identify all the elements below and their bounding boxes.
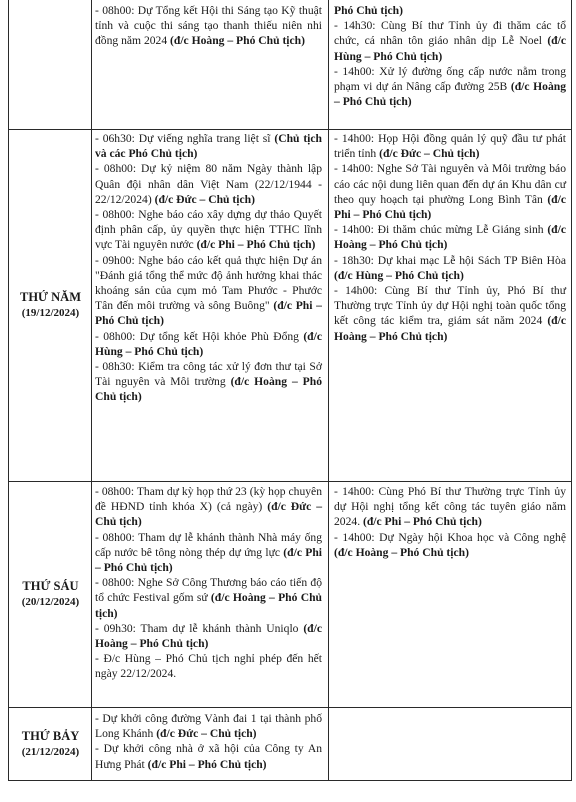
schedule-item: - 08h00: Tham dự kỳ họp thứ 23 (kỳ họp chuyên đề HĐND tỉnh khóa X) (cả ngày) (đ/c Đức – Chủ tịch) — [95, 485, 323, 529]
schedule-item: - 14h00: Họp Hội đồng quản lý quỹ đầu tư phát triển tỉnh (đ/c Đức – Chủ tịch) — [334, 132, 566, 161]
schedule-item: Phó Chủ tịch) — [334, 4, 403, 17]
row-1-morning — [95, 131, 322, 405]
schedule-item: - 08h00: Dự tổng kết Hội khỏe Phù Đổng (đ/c Hùng – Phó Chủ tịch) — [95, 329, 322, 358]
schedule-item: - 08h30: Kiểm tra công tác xử lý đơn thư tại Sở Tài nguyên và Môi trường (đ/c Hoàng – Phó Chủ tịch) — [95, 360, 322, 404]
day-name: THỨ NĂM — [20, 290, 81, 304]
table-border-bottom — [8, 780, 572, 781]
day-date: (21/12/2024) — [21, 746, 80, 758]
schedule-item: - 09h00: Nghe báo cáo kết quả thực hiện Dự án "Đánh giá tổng thể mức độ ảnh hưởng khai thác khoáng sản của cụm mỏ Tam Phước - Phước Tân đến môi trường và sông Buông" (đ/c Phi – Phó Chủ tịch) — [95, 253, 322, 328]
schedule-item: - 18h30: Dự khai mạc Lễ hội Sách TP Biên Hòa (đ/c Hùng – Phó Chủ tịch) — [334, 253, 566, 282]
table-divider-1 — [91, 0, 92, 781]
day-date: (20/12/2024) — [21, 596, 80, 608]
row-divider — [8, 129, 572, 130]
schedule-item: - 08h00: Nghe Sở Công Thương báo cáo tiến độ tổ chức Festival gốm sứ (đ/c Hoàng – Phó Chủ tịch) — [95, 576, 322, 620]
schedule-item: - 14h30: Cùng Bí thư Tỉnh ủy đi thăm các tổ chức, cá nhân tôn giáo nhân dịp Lễ Noel (đ/c Hùng – Phó Chủ tịch) — [334, 19, 566, 63]
schedule-item: - 09h30: Tham dự lễ khánh thành Uniqlo (đ/c Hoàng – Phó Chủ tịch) — [95, 621, 322, 651]
row-1-afternoon — [334, 131, 566, 344]
schedule-item: - Đ/c Hùng – Phó Chủ tịch nghỉ phép đến hết ngày 22/12/2024. — [95, 652, 322, 681]
schedule-item: - 14h00: Đi thăm chúc mừng Lễ Giáng sinh (đ/c Hoàng – Phó Chủ tịch) — [334, 223, 566, 252]
schedule-item: - 14h00: Nghe Sở Tài nguyên và Môi trường báo cáo các nội dung liên quan đến dự án Khu dân cư theo quy hoạch tại phường Long Bình Tân (đ/c Phi – Phó Chủ tịch) — [334, 162, 566, 222]
schedule-item: - Dự khởi công nhà ở xã hội của Công ty An Hưng Phát (đ/c Phi – Phó Chủ tịch) — [95, 742, 322, 771]
row-divider — [8, 481, 572, 482]
schedule-item: - Dự khởi công đường Vành đai 1 tại thành phố Long Khánh (đ/c Đức – Chủ tịch) — [95, 712, 322, 741]
day-date: (19/12/2024) — [21, 307, 80, 319]
row-0-morning — [95, 3, 322, 49]
table-border-left — [8, 0, 9, 781]
day-label-thursday — [13, 130, 88, 480]
schedule-item: - 14h00: Dự Ngày hội Khoa học và Công nghệ (đ/c Hoàng – Phó Chủ tịch) — [334, 530, 566, 559]
schedule-item: - 08h00: Dự kỷ niệm 80 năm Ngày thành lập Quân đội nhân dân Việt Nam (22/12/1944 - 22/12/2024) (đ/c Đức – Chủ tịch) — [95, 162, 322, 206]
row-0-afternoon — [334, 3, 566, 109]
schedule-item: - 14h00: Xử lý đường ống cấp nước nằm trong phạm vi dự án Nâng cấp đường 25B (đ/c Hoàng – Phó Chủ tịch) — [334, 64, 566, 109]
day-name: THỨ SÁU — [22, 579, 79, 593]
day-name: THỨ BẢY — [21, 729, 80, 743]
schedule-item: - 06h30: Dự viếng nghĩa trang liệt sĩ (Chủ tịch và các Phó Chủ tịch) — [95, 132, 322, 161]
schedule-item: - 14h00: Cùng Phó Bí thư Thường trực Tỉnh ủy dự Hội nghị tổng kết công tác tuyên giáo năm 2024. (đ/c Phi – Phó Chủ tịch) — [334, 485, 566, 529]
row-3-morning — [95, 711, 322, 772]
schedule-item: - 08h00: Nghe báo cáo xây dựng dự thảo Quyết định phân cấp, ủy quyền thực hiện TTHC lĩnh vực Tài nguyên nước (đ/c Phi – Phó Chủ tịch) — [95, 208, 322, 252]
row-2-afternoon — [334, 484, 566, 560]
table-divider-2 — [328, 0, 329, 781]
schedule-item: - 08h00: Tham dự lễ khánh thành Nhà máy ống cấp nước bê tông nòng thép dự ứng lực (đ/c Phi – Phó Chủ tịch) — [95, 530, 323, 575]
row-divider — [8, 707, 572, 708]
day-label-friday — [13, 482, 88, 706]
schedule-item: - 08h00: Dự Tổng kết Hội thi Sáng tạo Kỹ thuật tỉnh và cuộc thi sáng tạo thanh thiếu niên nhi đồng năm 2024 (đ/c Hoàng – Phó Chủ tịch) — [95, 4, 322, 48]
row-2-morning — [95, 484, 322, 682]
day-label-saturday — [13, 708, 88, 780]
table-border-right — [571, 0, 572, 781]
schedule-item: - 14h00: Cùng Bí thư Tỉnh ủy, Phó Bí thư Thường trực Tỉnh ủy dự Hội nghị toàn quốc tổng kết công tác kiểm tra, giám sát năm 2024 (đ/c Hoàng – Phó Chủ tịch) — [334, 284, 566, 343]
